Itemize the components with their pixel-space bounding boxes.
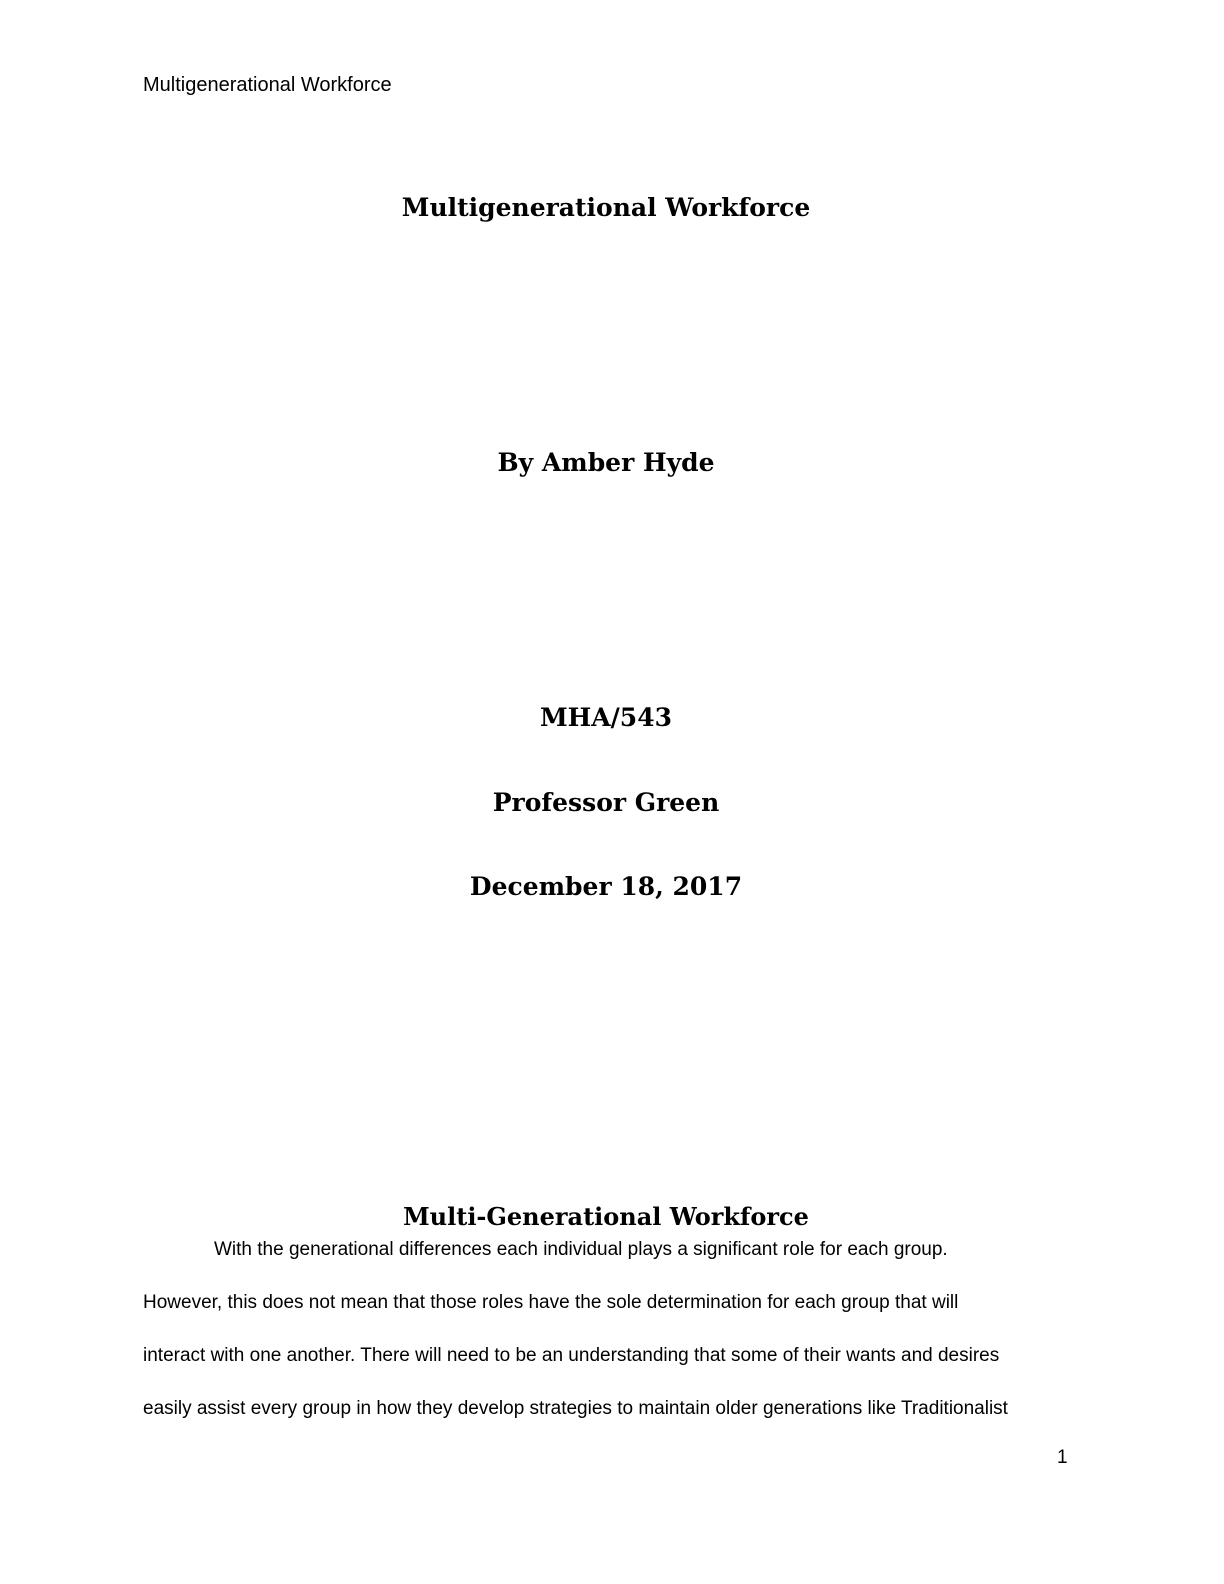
- course-code: MHA/543: [539, 703, 672, 732]
- body-line-3: interact with one another. There will need to be an understanding that some of their wants and desires: [143, 1345, 1000, 1366]
- body-line-2: However, this does not mean that those roles have the sole determination for each group that will: [143, 1292, 959, 1313]
- body-line-1: With the generational differences each individual plays a significant role for each group.: [214, 1239, 948, 1260]
- body-line-4: easily assist every group in how they develop strategies to maintain older generations like Traditionalist: [143, 1398, 1008, 1419]
- author-byline: By Amber Hyde: [497, 448, 715, 477]
- professor-name: Professor Green: [492, 788, 720, 817]
- section-heading: Multi-Generational Workforce: [403, 1202, 809, 1231]
- running-header: Multigenerational Workforce: [143, 74, 392, 96]
- submission-date: December 18, 2017: [469, 872, 743, 901]
- paper-title: Multigenerational Workforce: [401, 193, 811, 222]
- page-number: 1: [1057, 1447, 1068, 1468]
